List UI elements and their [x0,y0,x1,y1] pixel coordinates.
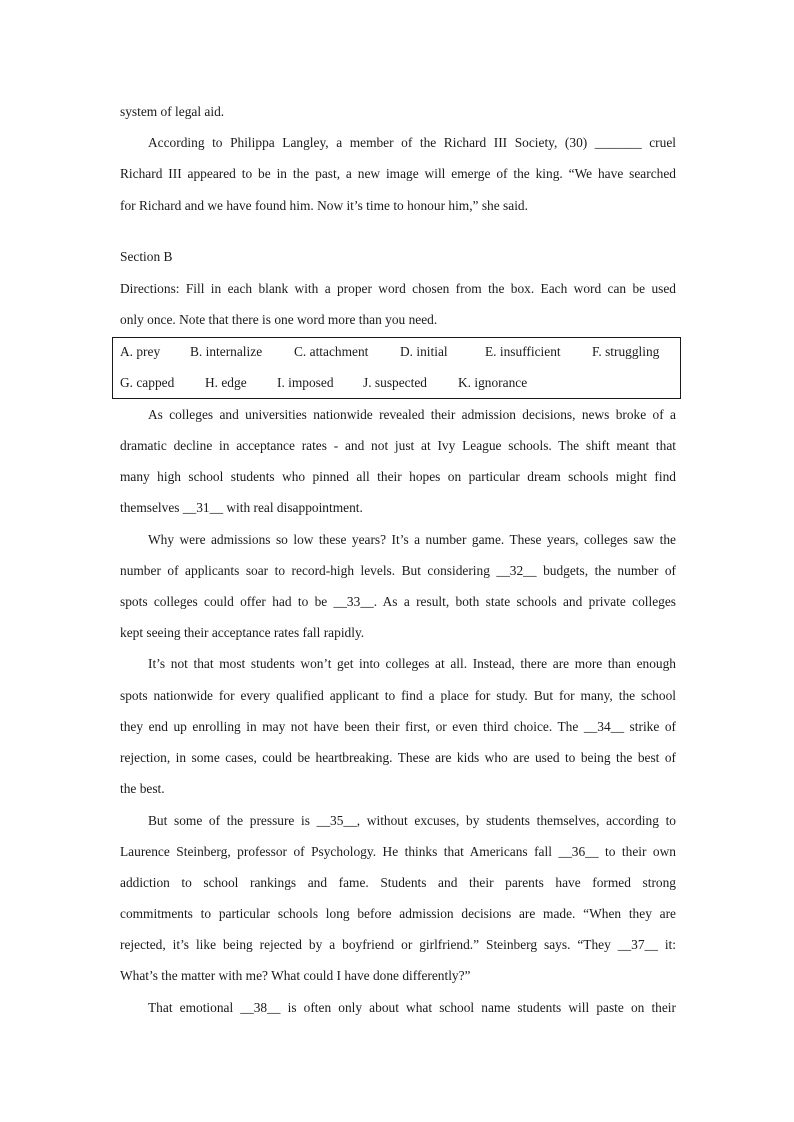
word-option: A. prey [120,344,161,359]
section-heading: Section B [120,249,173,264]
paragraph-line: dramatic decline in acceptance rates - and not just at Ivy League schools. The shift meant that [120,438,676,453]
word-option: F. struggling [592,344,660,359]
directions-line: Directions: Fill in each blank with a proper word chosen from the box. Each word can be used [120,281,676,296]
word-option: H. edge [205,375,247,390]
paragraph-line: spots colleges could offer had to be __33__. As a result, both state schools and private colleges [120,594,676,609]
word-option: E. insufficient [485,344,561,359]
passage-line: system of legal aid. [120,104,225,119]
paragraph-line: What’s the matter with me? What could I have done differently?” [120,968,471,983]
paragraph-line: number of applicants soar to record-high levels. But considering __32__ budgets, the number of [120,563,676,578]
paragraph-line: for Richard and we have found him. Now it’s time to honour him,” she said. [120,198,528,213]
paragraph-line: Why were admissions so low these years? It’s a number game. These years, colleges saw the [148,532,676,547]
paragraph-line: That emotional __38__ is often only about what school name students will paste on their [148,1000,676,1015]
word-option: G. capped [120,375,175,390]
word-option: K. ignorance [458,375,528,390]
paragraph-line: kept seeing their acceptance rates fall rapidly. [120,625,365,640]
paragraph-line: According to Philippa Langley, a member of the Richard III Society, (30) _______ cruel [148,135,676,150]
word-option: B. internalize [190,344,263,359]
paragraph-line: Laurence Steinberg, professor of Psychology. He thinks that Americans fall __36__ to their own [120,844,676,859]
word-option: J. suspected [363,375,427,390]
paragraph-line: addiction to school rankings and fame. Students and their parents have formed strong [120,875,676,890]
word-option: D. initial [400,344,448,359]
paragraph-line: Richard III appeared to be in the past, a new image will emerge of the king. “We have searched [120,166,676,181]
directions-line: only once. Note that there is one word more than you need. [120,312,438,327]
paragraph-line: commitments to particular schools long before admission decisions are made. “When they are [120,906,676,921]
paragraph-line: But some of the pressure is __35__, without excuses, by students themselves, according to [148,813,676,828]
paragraph-line: many high school students who pinned all their hopes on particular dream schools might find [120,469,676,484]
word-option: C. attachment [294,344,369,359]
word-bank-box [112,337,681,399]
paragraph-line: rejected, it’s like being rejected by a boyfriend or girlfriend.” Steinberg says. “They __37__ it: [120,937,676,952]
paragraph-line: spots nationwide for every qualified applicant to find a place for study. But for many, the school [120,688,676,703]
paragraph-line: the best. [120,781,165,796]
paragraph-line: rejection, in some cases, could be heartbreaking. These are kids who are used to being the best of [120,750,676,765]
paragraph-line: themselves __31__ with real disappointment. [120,500,363,515]
word-option: I. imposed [277,375,334,390]
paragraph-line: As colleges and universities nationwide revealed their admission decisions, news broke of a [148,407,676,422]
paragraph-line: they end up enrolling in may not have been their first, or even third choice. The __34__ strike of [120,719,676,734]
paragraph-line: It’s not that most students won’t get into colleges at all. Instead, there are more than enough [148,656,676,671]
